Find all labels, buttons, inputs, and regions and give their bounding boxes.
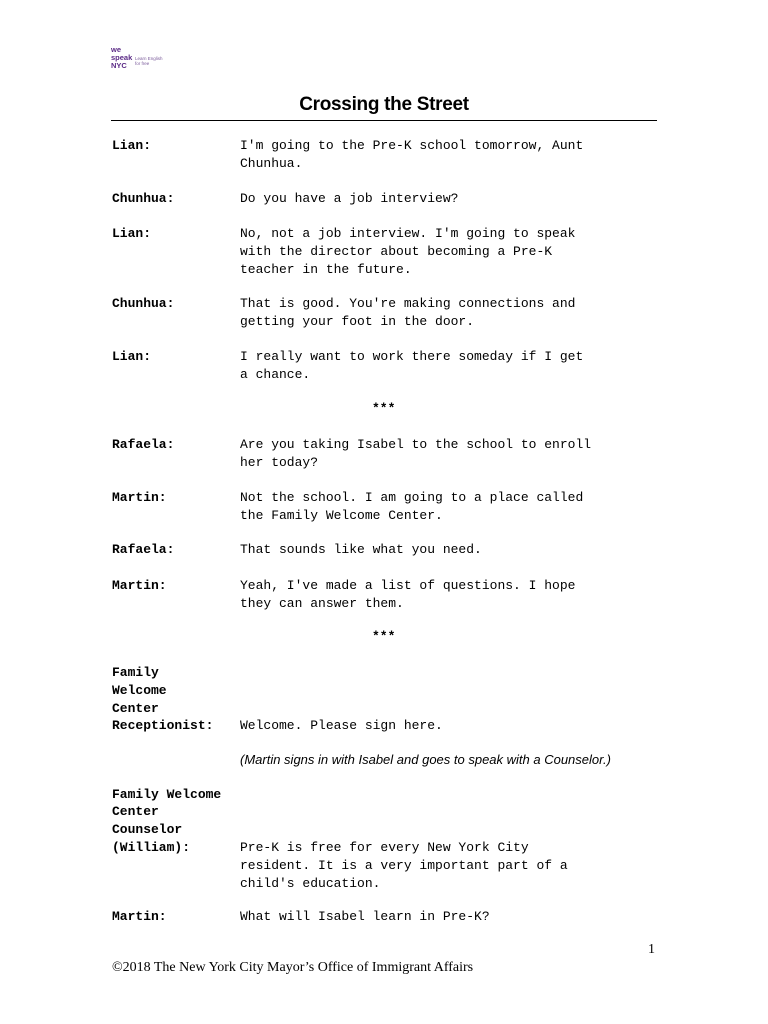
title-rule — [111, 120, 657, 121]
dialogue-line: getting your foot in the door. — [240, 314, 475, 329]
speaker-name: Counselor — [112, 822, 183, 837]
dialogue-line: they can answer them. — [240, 596, 404, 611]
speaker-name: Martin: — [112, 909, 167, 924]
logo-line-1: we — [111, 45, 122, 54]
speaker-name: Lian: — [112, 138, 152, 153]
dialogue-line: Pre-K is free for every New York City — [240, 840, 529, 855]
dialogue-line: Do you have a job interview? — [240, 191, 459, 206]
logo-line-2: speak — [111, 53, 133, 62]
dialogue-line: That sounds like what you need. — [240, 542, 482, 557]
dialogue-line: with the director about becoming a Pre-K — [240, 244, 553, 259]
stage-direction: (Martin signs in with Isabel and goes to speak with a Counselor.) — [240, 752, 611, 767]
speaker-name: Rafaela: — [112, 542, 175, 557]
speaker-name: Receptionist: — [112, 718, 214, 733]
logo-tagline: Learn English for free — [135, 56, 163, 66]
speaker-name: (William): — [112, 840, 191, 855]
dialogue-line: Chunhua. — [240, 156, 303, 171]
speaker-name: Lian: — [112, 226, 152, 241]
scene-separator: *** — [372, 401, 396, 416]
speaker-name: Welcome — [112, 683, 167, 698]
we-speak-nyc-logo — [111, 46, 167, 80]
page-number: 1 — [648, 942, 655, 957]
page-title: Crossing the Street — [299, 94, 469, 115]
speaker-name: Family Welcome — [112, 787, 222, 802]
scene-separator: *** — [372, 629, 396, 644]
dialogue-line: a chance. — [240, 367, 311, 382]
dialogue-line: What will Isabel learn in Pre-K? — [240, 909, 490, 924]
dialogue-line: child's education. — [240, 876, 381, 891]
speaker-name: Center — [112, 804, 159, 819]
speaker-name: Chunhua: — [112, 296, 175, 311]
logo-line-3: NYC — [111, 61, 127, 70]
dialogue-line: her today? — [240, 455, 319, 470]
copyright-footer: ©2018 The New York City Mayor’s Office of Immigrant Affairs — [112, 960, 474, 975]
speaker-name: Martin: — [112, 490, 167, 505]
dialogue-line: the Family Welcome Center. — [240, 508, 443, 523]
dialogue-line: Are you taking Isabel to the school to enroll — [240, 437, 592, 452]
speaker-name: Center — [112, 701, 159, 716]
dialogue-line: That is good. You're making connections and — [240, 296, 576, 311]
dialogue-line: Welcome. Please sign here. — [240, 718, 443, 733]
dialogue-line: teacher in the future. — [240, 262, 412, 277]
dialogue-line: No, not a job interview. I'm going to speak — [240, 226, 576, 241]
dialogue-line: I really want to work there someday if I get — [240, 349, 584, 364]
speaker-name: Rafaela: — [112, 437, 175, 452]
speaker-name: Chunhua: — [112, 191, 175, 206]
dialogue-line: Not the school. I am going to a place called — [240, 490, 584, 505]
speaker-name: Martin: — [112, 578, 167, 593]
dialogue-line: resident. It is a very important part of a — [240, 858, 568, 873]
dialogue-line: I'm going to the Pre-K school tomorrow, Aunt — [240, 138, 584, 153]
speaker-name: Family — [112, 665, 159, 680]
speaker-name: Lian: — [112, 349, 152, 364]
logo-mark — [111, 46, 133, 76]
dialogue-line: Yeah, I've made a list of questions. I hope — [240, 578, 576, 593]
